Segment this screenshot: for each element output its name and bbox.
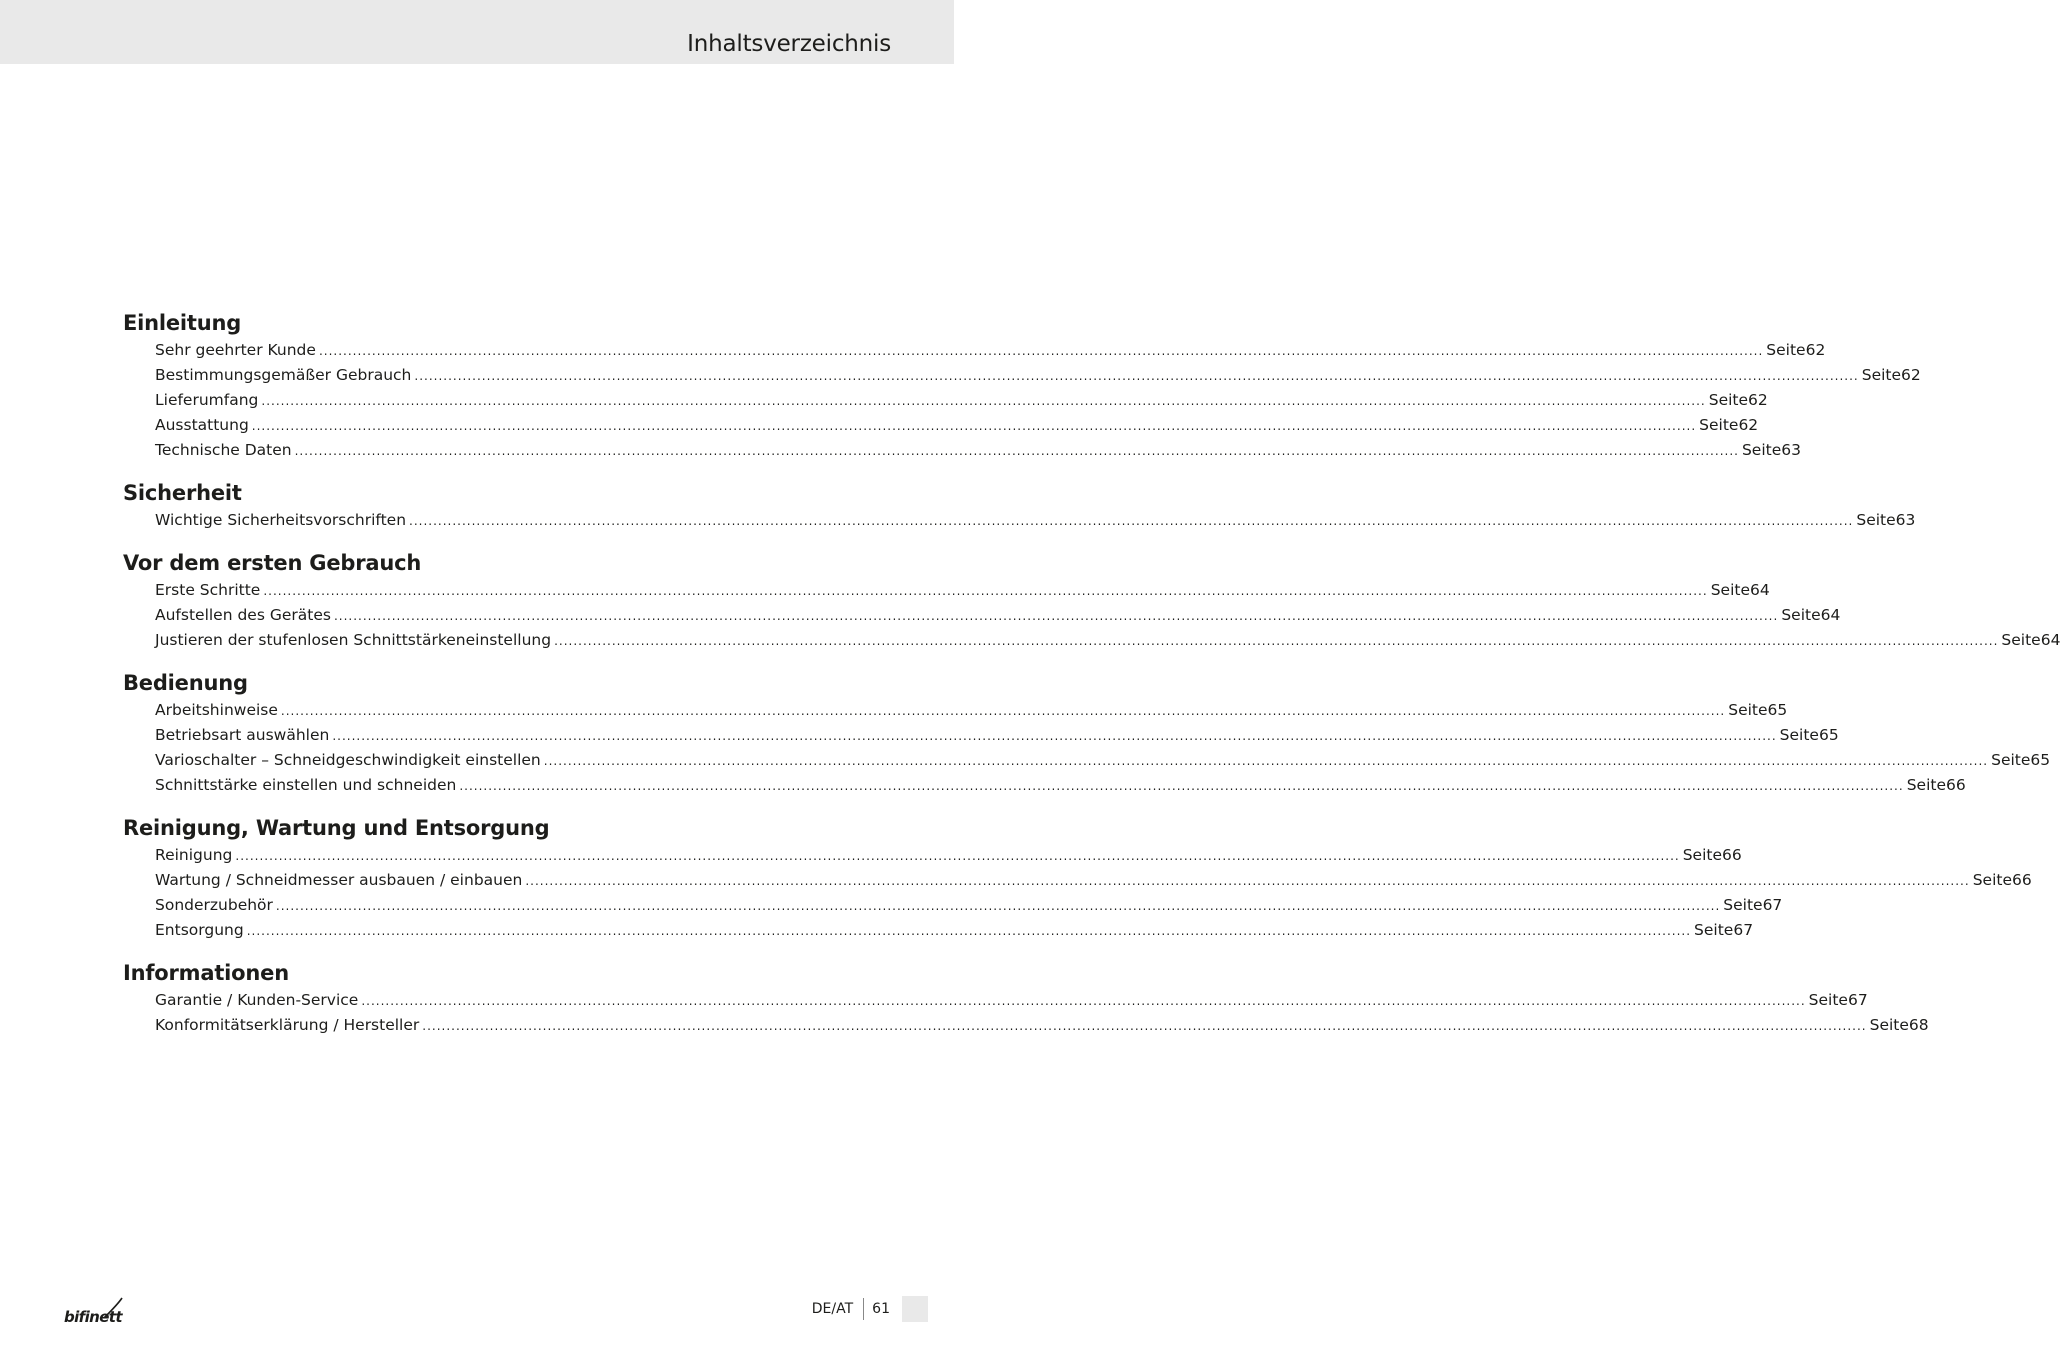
toc-entry-label: Wichtige Sicherheitsvorschriften — [155, 511, 407, 529]
toc-entry[interactable] — [123, 438, 1801, 463]
toc-page-number: 63 — [1781, 441, 1801, 459]
toc-seite-label: Seite — [1906, 776, 1946, 794]
page-number: 61 — [872, 1301, 890, 1317]
toc-page-number: 66 — [2011, 871, 2032, 889]
section-title: Vor dem ersten Gebrauch — [123, 551, 422, 575]
toc-seite-label: Seite — [1723, 896, 1763, 914]
toc-dot-leader: ............................................................................................................................................................................................................................................................................................................ — [263, 584, 1708, 598]
toc-entry[interactable] — [123, 388, 1768, 413]
toc-dot-leader: ............................................................................................................................................................................................................................................................................................................ — [280, 704, 1726, 718]
toc-page-number: 68 — [1908, 1016, 1929, 1034]
toc-dot-leader: ............................................................................................................................................................................................................................................................................................................ — [261, 394, 1706, 408]
page-title: Inhaltsverzeichnis — [687, 31, 891, 57]
toc-dot-leader: ............................................................................................................................................................................................................................................................................................................ — [332, 729, 1777, 743]
toc-entry[interactable] — [123, 988, 1868, 1013]
toc-page-number: 65 — [2030, 751, 2051, 769]
toc-page-number: 64 — [1749, 581, 1770, 599]
toc-entry-label: Schnittstärke einstellen und schneiden — [155, 776, 457, 794]
toc-page-number: 64 — [1820, 606, 1841, 624]
toc-page-number: 62 — [1901, 366, 1921, 384]
toc-entry[interactable] — [123, 893, 1783, 918]
toc-seite-label: Seite — [1766, 341, 1806, 359]
toc-dot-leader: ............................................................................................................................................................................................................................................................................................................ — [235, 849, 1680, 863]
toc-page-number: 63 — [1895, 511, 1916, 529]
toc-section — [123, 813, 2032, 943]
toc-entry-label: Wartung / Schneidmesser ausbauen / einbauen — [155, 871, 523, 889]
toc-page-number: 62 — [1738, 416, 1759, 434]
toc-page-number: 67 — [1733, 921, 1754, 939]
toc-seite-label: Seite — [1682, 846, 1723, 864]
toc-seite-label: Seite — [1869, 1016, 1909, 1034]
section-title: Reinigung, Wartung und Entsorgung — [123, 816, 550, 840]
toc-section — [123, 548, 2060, 653]
toc-dot-leader: ............................................................................................................................................................................................................................................................................................................ — [525, 874, 1970, 888]
toc-dot-leader: ............................................................................................................................................................................................................................................................................................................ — [459, 779, 1904, 793]
toc-seite-label: Seite — [1779, 726, 1819, 744]
toc-page-number: 67 — [1847, 991, 1868, 1009]
toc-entry[interactable] — [123, 918, 1754, 943]
toc-entry-label: Entsorgung — [155, 921, 244, 939]
toc-entry-label: Betriebsart auswählen — [155, 726, 330, 744]
toc-entry-label: Justieren der stufenlosen Schnittstärkeneinstellung — [155, 631, 552, 649]
toc-seite-label: Seite — [1710, 581, 1750, 599]
toc-entry[interactable] — [123, 1013, 1929, 1038]
toc-section — [123, 308, 1921, 463]
toc-page-number: 62 — [1805, 341, 1826, 359]
toc-entry[interactable] — [123, 698, 1788, 723]
footer-tab-marker — [902, 1296, 928, 1322]
brand-logo — [64, 1296, 128, 1330]
toc-dot-leader: ............................................................................................................................................................................................................................................................................................................ — [246, 924, 1692, 938]
toc-dot-leader: ............................................................................................................................................................................................................................................................................................................ — [251, 419, 1697, 433]
toc-entry-label: Konformitätserklärung / Hersteller — [155, 1016, 420, 1034]
toc-dot-leader: ............................................................................................................................................................................................................................................................................................................ — [554, 634, 1999, 648]
toc-seite-label: Seite — [1991, 751, 2031, 769]
toc-dot-leader: ............................................................................................................................................................................................................................................................................................................ — [409, 514, 1854, 528]
toc-section — [123, 478, 1916, 533]
section-title: Sicherheit — [123, 481, 242, 505]
toc-dot-leader: ............................................................................................................................................................................................................................................................................................................ — [318, 344, 1764, 358]
toc-entry[interactable] — [123, 628, 2060, 653]
toc-entry[interactable] — [123, 723, 1839, 748]
toc-page-number: 66 — [1722, 846, 1742, 864]
toc-seite-label: Seite — [1781, 606, 1821, 624]
toc-entry-label: Sehr geehrter Kunde — [155, 341, 316, 359]
toc-page-number: 65 — [1767, 701, 1788, 719]
toc-dot-leader: ............................................................................................................................................................................................................................................................................................................ — [294, 444, 1739, 458]
toc-entry-label: Lieferumfang — [155, 391, 259, 409]
toc-seite-label: Seite — [1699, 416, 1739, 434]
toc-page-number: 67 — [1762, 896, 1783, 914]
toc-entry[interactable] — [123, 578, 1770, 603]
toc-entry-label: Garantie / Kunden-Service — [155, 991, 359, 1009]
toc-page-number: 64 — [2040, 631, 2060, 649]
toc-entry[interactable] — [123, 748, 2051, 773]
toc-entry-label: Aufstellen des Gerätes — [155, 606, 331, 624]
toc-entry-label: Arbeitshinweise — [155, 701, 278, 719]
section-title: Einleitung — [123, 311, 242, 335]
toc-dot-leader: ............................................................................................................................................................................................................................................................................................................ — [333, 609, 1779, 623]
toc-entry-label: Reinigung — [155, 846, 233, 864]
page-footer — [812, 1296, 928, 1322]
toc-page-number: 66 — [1945, 776, 1966, 794]
toc-dot-leader: ............................................................................................................................................................................................................................................................................................................ — [361, 994, 1806, 1008]
toc-seite-label: Seite — [1741, 441, 1782, 459]
toc-page-number: 65 — [1818, 726, 1839, 744]
toc-seite-label: Seite — [1972, 871, 2012, 889]
toc-seite-label: Seite — [1808, 991, 1848, 1009]
toc-seite-label: Seite — [1708, 391, 1749, 409]
toc-entry[interactable] — [123, 868, 2032, 893]
toc-entry[interactable] — [123, 363, 1921, 388]
toc-entry[interactable] — [123, 603, 1841, 628]
toc-section — [123, 668, 2051, 798]
toc-seite-label: Seite — [1856, 511, 1896, 529]
table-of-contents — [123, 308, 2060, 1053]
toc-dot-leader: ............................................................................................................................................................................................................................................................................................................ — [422, 1019, 1867, 1033]
toc-entry-label: Erste Schritte — [155, 581, 261, 599]
toc-dot-leader: ............................................................................................................................................................................................................................................................................................................ — [543, 754, 1989, 768]
toc-entry-label: Bestimmungsgemäßer Gebrauch — [155, 366, 412, 384]
toc-seite-label: Seite — [1861, 366, 1902, 384]
toc-entry[interactable] — [123, 413, 1759, 438]
region-label: DE/AT — [811, 1301, 854, 1317]
toc-seite-label: Seite — [1728, 701, 1768, 719]
toc-entry[interactable] — [123, 843, 1742, 868]
section-title: Bedienung — [123, 671, 248, 695]
toc-seite-label: Seite — [1694, 921, 1734, 939]
toc-entry-label: Sonderzubehör — [155, 896, 273, 914]
toc-section — [123, 958, 1929, 1038]
toc-entry[interactable] — [123, 773, 1966, 798]
section-title: Informationen — [123, 961, 289, 985]
toc-entry-label: Varioschalter – Schneidgeschwindigkeit einstellen — [155, 751, 541, 769]
toc-seite-label: Seite — [2001, 631, 2041, 649]
toc-dot-leader: ............................................................................................................................................................................................................................................................................................................ — [414, 369, 1859, 383]
toc-entry[interactable] — [123, 338, 1826, 363]
toc-entry[interactable] — [123, 508, 1916, 533]
toc-dot-leader: ............................................................................................................................................................................................................................................................................................................ — [275, 899, 1721, 913]
brand-name: bifinett — [64, 1308, 122, 1326]
toc-page-number: 62 — [1748, 391, 1768, 409]
toc-entry-label: Technische Daten — [155, 441, 292, 459]
toc-entry-label: Ausstattung — [155, 416, 249, 434]
